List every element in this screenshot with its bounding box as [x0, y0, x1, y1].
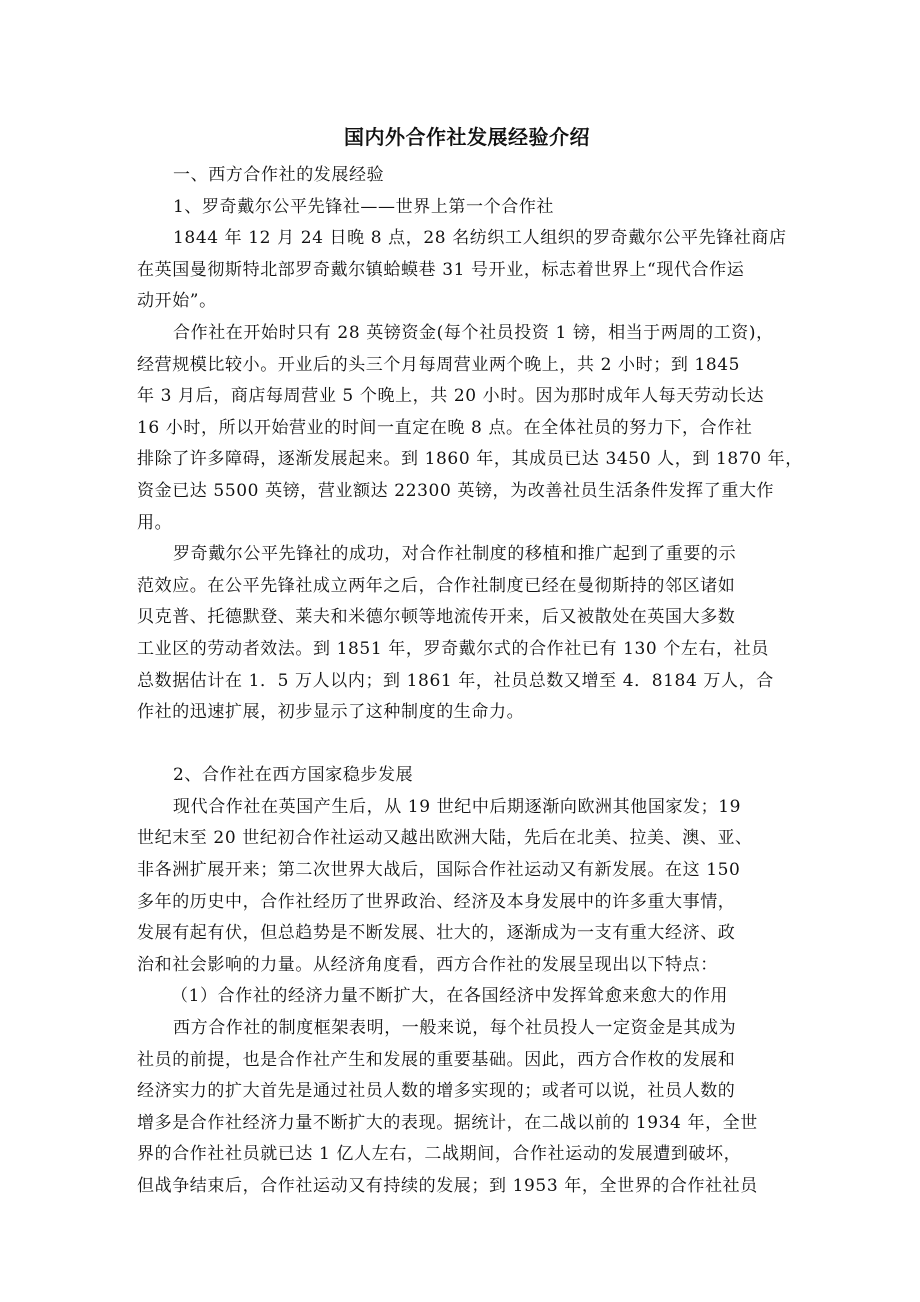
paragraph-line: 经济实力的扩大首先是通过社员人数的增多实现的；或者可以说，社员人数的	[137, 1081, 736, 1102]
paragraph-line: 贝克普、托德默登、莱夫和米德尔顿等地流传开来，后又被散处在英国大多数	[137, 607, 736, 628]
paragraph-line: 1844 年 12 月 24 日晚 8 点，28 名纺织工人组织的罗奇戴尔公平先锋社商店	[173, 228, 787, 249]
paragraph-line: 发展有起有伏，但总趋势是不断发展、壮大的，逐渐成为一支有重大经济、政	[137, 923, 736, 944]
paragraph-line: 经营规模比较小。开业后的头三个月每周营业两个晚上，共 2 小时；到 1845	[137, 354, 741, 375]
paragraph	[137, 1013, 797, 1203]
blank-line	[137, 729, 797, 761]
paragraph	[137, 539, 797, 729]
paragraph	[137, 318, 803, 539]
paragraph-line: 罗奇戴尔公平先锋社的成功，对合作社制度的移植和推广起到了重要的示	[173, 544, 737, 565]
paragraph-line: 工业区的劳动者效法。到 1851 年，罗奇戴尔式的合作社已有 130 个左右，社员	[137, 638, 769, 659]
section-heading: 一、西方合作社的发展经验	[173, 165, 385, 185]
paragraph-line: 治和社会影响的力量。从经济角度看，西方合作社的发展呈现出以下特点：	[137, 954, 718, 975]
paragraph-line: 世纪末至 20 世纪初合作社运动又越出欧洲大陆，先后在北美、拉美、澳、亚、	[137, 828, 753, 849]
paragraph-line: 总数据估计在 1．5 万人以内；到 1861 年，社员总数又增至 4．8184 万人，合	[137, 670, 774, 691]
paragraph-line: 范效应。在公平先锋社成立两年之后，合作社制度已经在曼彻斯持的邻区诸如	[137, 575, 736, 596]
paragraph-line: 作社的迅速扩展，初步显示了这种制度的生命力。	[137, 702, 525, 723]
paragraph	[137, 223, 797, 318]
paragraph-line: 界的合作社社员就已达 1 亿人左右，二战期间，合作社运动的发展遭到破坏，	[137, 1144, 742, 1165]
paragraph-line: 非各洲扩展开来；第二次世界大战后，国际合作社运动又有新发展。在这 150	[137, 860, 741, 881]
paragraph-line: 用。	[137, 512, 173, 533]
paragraph-line: 社员的前提，也是合作社产生和发展的重要基础。因此，西方合作枚的发展和	[137, 1049, 736, 1070]
paragraph-line: 增多是合作社经济力量不断扩大的表现。据统计，在二战以前的 1934 年，全世	[137, 1112, 758, 1133]
document-title: 国内外合作社发展经验介绍	[344, 125, 590, 149]
paragraph-line: 合作社在开始时只有 28 英镑资金(每个社员投资 1 镑，相当于两周的工资)，	[173, 322, 774, 343]
paragraph-line: 在英国曼彻斯特北部罗奇戴尔镇蛤蟆巷 31 号开业，标志着世界上“现代合作运	[137, 259, 745, 280]
paragraph-line: 多年的历史中，合作社经历了世界政治、经济及本身发展中的许多重大事情，	[137, 891, 736, 912]
document-page	[137, 118, 803, 1203]
paragraph-line: 资金已达 5500 英镑，营业额达 22300 英镑，为改善社员生活条件发挥了重大作	[137, 480, 775, 501]
paragraph	[137, 792, 797, 982]
paragraph-line: 现代合作社在英国产生后，从 19 世纪中后期逐渐向欧洲其他国家发；19	[173, 796, 742, 817]
subsection-heading: 2、合作社在西方国家稳步发展	[173, 765, 414, 786]
paragraph-line: 16 小时，所以开始营业的时间一直定在晚 8 点。在全体社员的努力下，合作社	[137, 417, 753, 438]
paragraph-line: 但战争结束后，合作社运动又有持续的发展；到 1953 年，全世界的合作社社员	[137, 1176, 758, 1196]
paragraph-line: 动开始”。	[137, 291, 217, 312]
paragraph-line: 西方合作社的制度框架表明，一般来说，每个社员投人一定资金是其成为	[173, 1018, 737, 1039]
paragraph-line: 排除了许多障碍，逐渐发展起来。到 1860 年，其成员已达 3450 人，到 1870 年，	[137, 449, 803, 470]
paragraph-line: 年 3 月后，商店每周营业 5 个晚上，共 20 小时。因为那时成年人每天劳动长达	[137, 386, 765, 407]
subsection-heading: 1、罗奇戴尔公平先锋社——世界上第一个合作社	[173, 196, 555, 217]
point-heading: （1）合作社的经济力量不断扩大，在各国经济中发挥耸愈来愈大的作用	[171, 986, 729, 1007]
